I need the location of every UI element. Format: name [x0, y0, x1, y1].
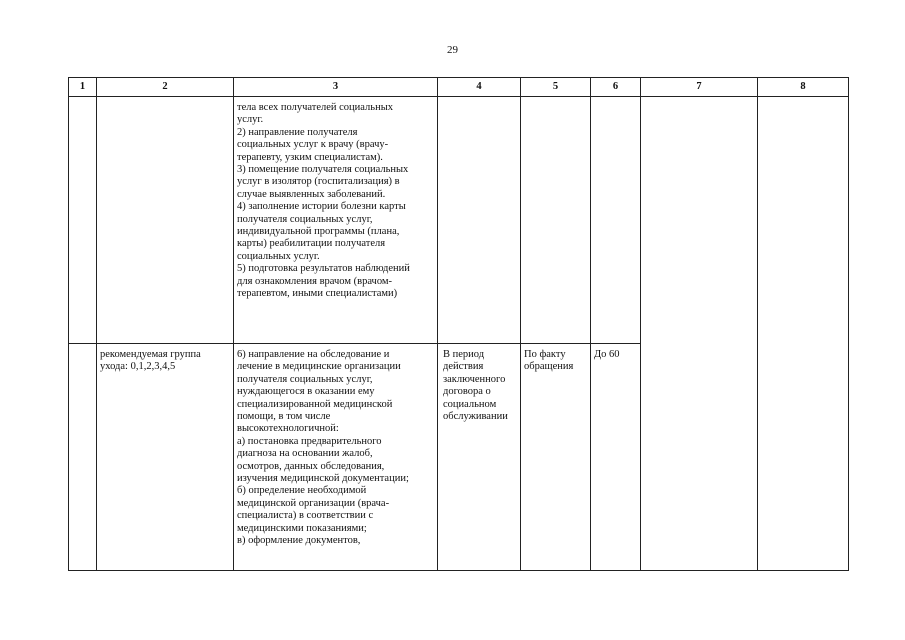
cell-r1-c3 — [234, 97, 438, 344]
cell-r1-c2 — [97, 97, 234, 344]
column-header-4: 4 — [438, 78, 521, 97]
care-group-text: рекомендуемая группа ухода: 0,1,2,3,4,5 — [100, 349, 201, 373]
cell-r1-c1 — [69, 97, 97, 344]
table-row-continued — [69, 97, 849, 344]
column-header-7: 7 — [641, 78, 758, 97]
cell-r1-c4 — [438, 97, 521, 344]
column-header-5: 5 — [521, 78, 591, 97]
cell-r2-c6 — [591, 344, 641, 571]
column-header-1: 1 — [69, 78, 97, 97]
services-table — [68, 77, 849, 571]
procedure-text: 6) направление на обследование и лечение в медицинские организации получателя социальных услуг, нуждающегося в оказании ему специализированной медицинской помощи, в том числе высокотехнологичной: а) постановка предварительного диагноза на основании жалоб, осмотров, данных обследования, изучения медицинской документации; б) определение необходимой медицинской организации (врача- специалиста) в соответствии с медицинскими показаниями; в) оформление документов, — [237, 349, 409, 547]
cell-r1-c6 — [591, 97, 641, 344]
table-header-row — [69, 78, 849, 97]
period-text: В период действия заключенного договора о социальном обслуживании — [443, 349, 508, 423]
cell-r1-c5 — [521, 97, 591, 344]
cell-r2-c4 — [438, 344, 521, 571]
column-header-6: 6 — [591, 78, 641, 97]
column-header-8: 8 — [758, 78, 849, 97]
procedure-text-continued: тела всех получателей социальных услуг. 2) направление получателя социальных услуг к врачу (врачу- терапевту, узким специалистам). 3) помещение получателя социальных услуг в изолятор (госпитализация) в случае выявленных заболеваний. 4) заполнение истории болезни карты получателя социальных услуг, индивидуальной программы (плана, карты) реабилитации получателя социальных услуг. 5) подготовка результатов наблюдений для ознакомления врачом (врачом- терапевтом, иными специалистами) — [237, 102, 410, 300]
cell-r2-c3 — [234, 344, 438, 571]
cell-c7-merged — [641, 97, 758, 571]
frequency-text: По факту обращения — [524, 349, 574, 373]
cell-c8-merged — [758, 97, 849, 571]
cell-r2-c5 — [521, 344, 591, 571]
column-header-3: 3 — [234, 78, 438, 97]
duration-text: До 60 — [594, 349, 620, 360]
column-header-2: 2 — [97, 78, 234, 97]
cell-r2-c1 — [69, 344, 97, 571]
cell-r2-c2 — [97, 344, 234, 571]
page-number: 29 — [447, 44, 458, 56]
